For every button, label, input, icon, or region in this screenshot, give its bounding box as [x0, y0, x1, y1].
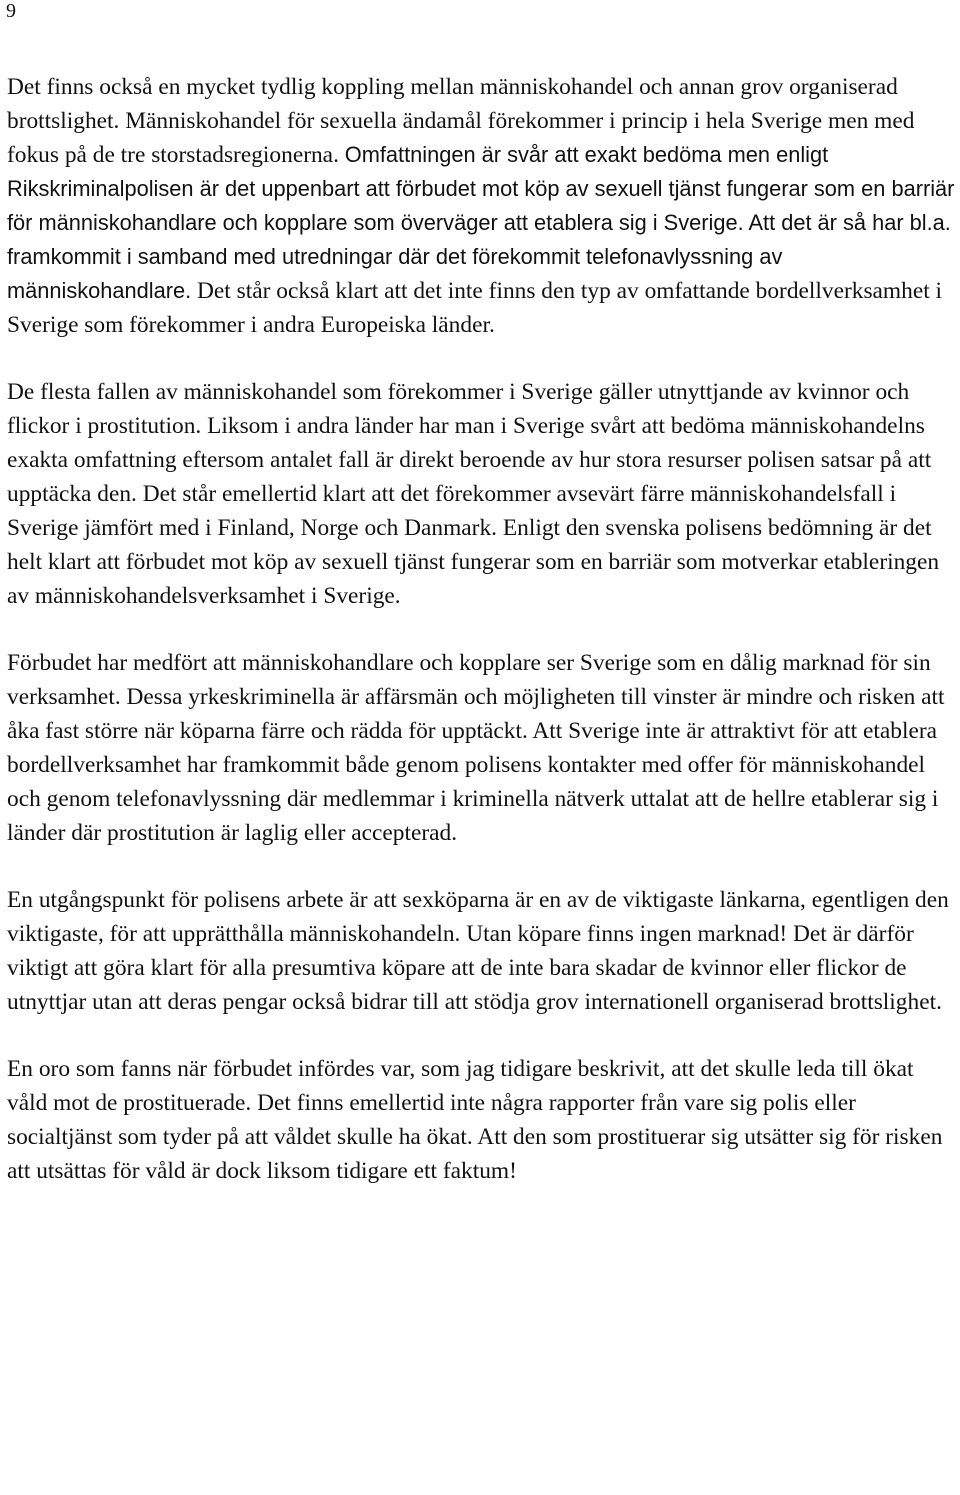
paragraph-5-text: En oro som fanns när förbudet infördes var, som jag tidigare beskrivit, att det skulle leda till ökat våld mot de prostituerade. Det finns emellertid inte några rapporter från vare sig polis eller socialtjänst som tyder på att våldet skulle ha ökat. Att den som prostituerar sig utsätter sig för risken att utsättas för våld är dock liksom tidigare ett faktum! — [7, 1056, 943, 1184]
paragraph-5 — [7, 1052, 957, 1188]
paragraph-3 — [7, 646, 957, 850]
paragraph-1-text-b: Omfattningen är svår att exakt bedöma men enligt Rikskriminalpolisen är det uppenbart att förbudet mot köp av sexuell tjänst fungerar som en barriär för människohandlare och kopplare som överväger att etablera sig i Sverige. Att det är så har bl.a. framkommit i samband med utredningar där det förekommit telefonavlyssning av människohandlare. — [7, 142, 955, 303]
paragraph-4 — [7, 883, 957, 1019]
paragraph-1 — [7, 70, 957, 342]
paragraph-1-text-a: Det finns också en mycket tydlig koppling mellan människohandel och annan grov organiserad brottslighet. Människohandel för sexuella ändamål förekommer i princip i hela Sverige men med fokus på de tre storstadsregionerna. — [7, 74, 915, 168]
document-body — [7, 70, 957, 1188]
page-number: 9 — [6, 0, 16, 22]
paragraph-1-text-c: Det står också klart att det inte finns den typ av omfattande bordellverksamhet i Sverige som förekommer i andra Europeiska länder. — [7, 278, 943, 338]
paragraph-2 — [7, 375, 957, 613]
paragraph-4-text: En utgångspunkt för polisens arbete är att sexköparna är en av de viktigaste länkarna, egentligen den viktigaste, för att upprätthålla människohandeln. Utan köpare finns ingen marknad! Det är därför viktigt att göra klart för alla presumtiva köpare att de inte bara skadar de kvinnor eller flickor de utnyttjar utan att deras pengar också bidrar till att stödja grov internationell organiserad brottslighet. — [7, 887, 949, 1015]
paragraph-2-text: De flesta fallen av människohandel som förekommer i Sverige gäller utnyttjande av kvinnor och flickor i prostitution. Liksom i andra länder har man i Sverige svårt att bedöma människohandelns exakta omfattning eftersom antalet fall är direkt beroende av hur stora resurser polisen satsar på att upptäcka den. Det står emellertid klart att det förekommer avsevärt färre människohandelsfall i Sverige jämfört med i Finland, Norge och Danmark. Enligt den svenska polisens bedömning är det helt klart att förbudet mot köp av sexuell tjänst fungerar som en barriär som motverkar etableringen av människohandelsverksamhet i Sverige. — [7, 379, 940, 609]
paragraph-3-text: Förbudet har medfört att människohandlare och kopplare ser Sverige som en dålig marknad för sin verksamhet. Dessa yrkeskriminella är affärsmän och möjligheten till vinster är mindre och risken att åka fast större när köparna färre och rädda för upptäckt. Att Sverige inte är attraktivt för att etablera bordellverksamhet har framkommit både genom polisens kontakter med offer för människohandel och genom telefonavlyssning där medlemmar i kriminella nätverk uttalat att de hellre etablerar sig i länder där prostitution är laglig eller accepterad. — [7, 650, 945, 846]
